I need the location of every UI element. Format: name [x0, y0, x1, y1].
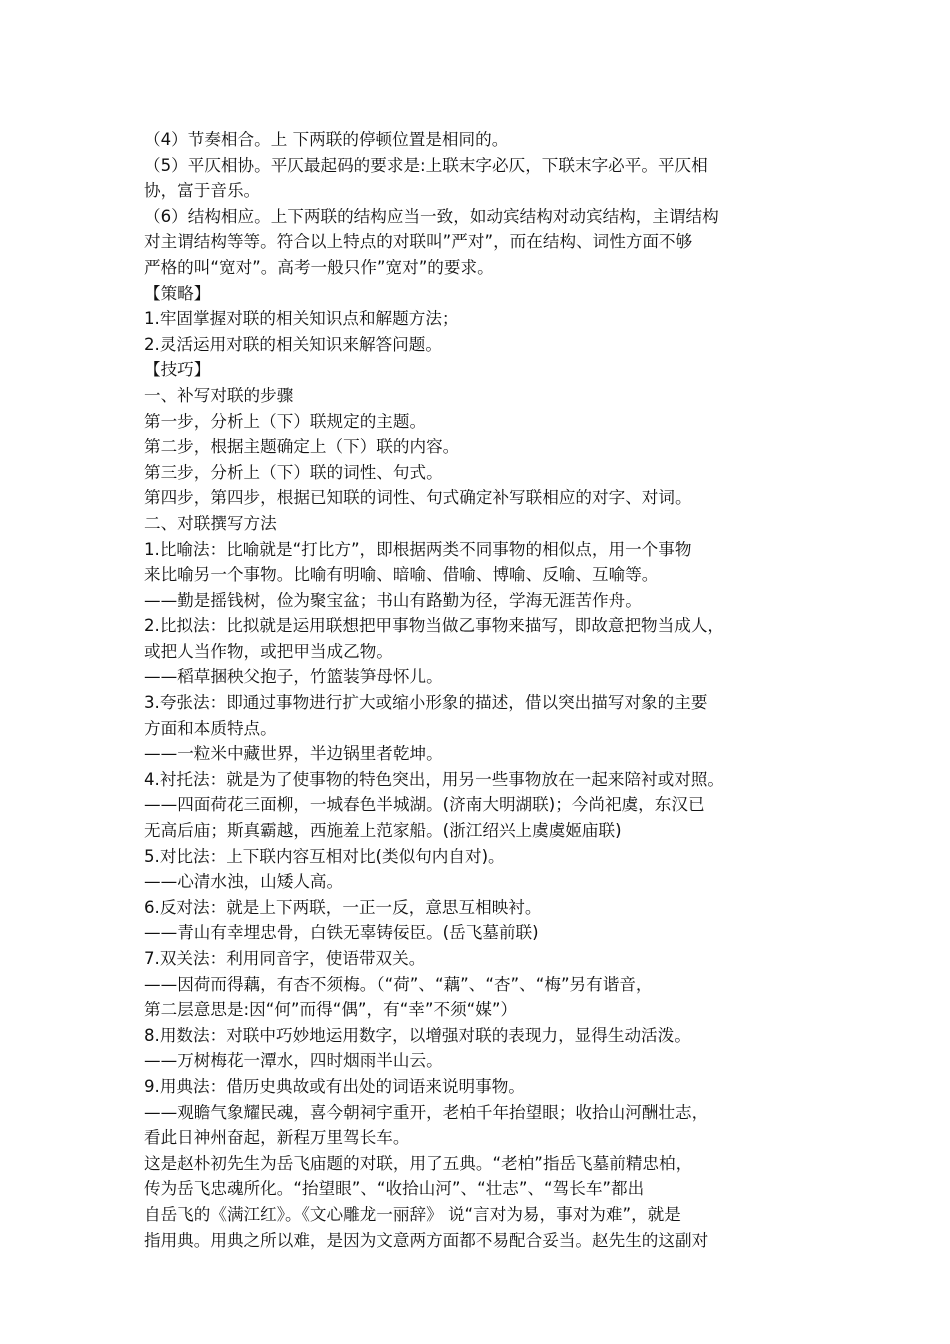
text-line: 第二步，根据主题确定上（下）联的内容。 — [144, 437, 460, 457]
example-line: ——观瞻气象耀民魂，喜今朝祠宇重开，老柏千年抬望眼；收拾山河酬壮志， — [144, 1102, 709, 1122]
subsection-heading: 二、对联撰写方法 — [144, 513, 277, 533]
text-line: 第四步，第四步，根据已知联的词性、句式确定补写联相应的对字、对词。 — [144, 488, 692, 508]
text-line: 看此日神州奋起，新程万里驾长车。 — [144, 1128, 410, 1148]
text-line: 2.比拟法：比拟就是运用联想把甲事物当做乙事物来描写，即故意把物当成人， — [144, 616, 725, 636]
text-line: 无高后庙；斯真霸越，西施羞上范家船。(浙江绍兴上虞虞姬庙联) — [144, 821, 622, 841]
text-line: 2.灵活运用对联的相关知识来解答问题。 — [144, 334, 442, 354]
section-heading-skills: 【技巧】 — [144, 360, 211, 380]
example-line: ——勤是摇钱树，俭为聚宝盆；书山有路勤为径，学海无涯苦作舟。 — [144, 590, 642, 610]
text-line: 这是赵朴初先生为岳飞庙题的对联，用了五典。“老柏”指岳飞墓前精忠柏， — [144, 1153, 693, 1173]
text-line: 来比喻另一个事物。比喻有明喻、暗喻、借喻、博喻、反喻、互喻等。 — [144, 565, 659, 585]
text-line: （4）节奏相合。上 下两联的停顿位置是相同的。 — [144, 130, 509, 149]
subsection-heading: 一、补写对联的步骤 — [144, 385, 294, 405]
text-line: 1.比喻法：比喻就是“打比方”，即根据两类不同事物的相似点，用一个事物 — [144, 539, 692, 559]
text-line: 第一步，分析上（下）联规定的主题。 — [144, 411, 427, 431]
text-line: 7.双关法：利用同音字，使语带双关。 — [144, 949, 426, 968]
example-line: ——四面荷花三面柳，一城春色半城湖。(济南大明湖联)；今尚祀虞，东汉已 — [144, 795, 705, 815]
example-line: ——因荷而得藕，有杏不须梅。（“荷”、“藕”、“杏”、“梅”另有谐音， — [144, 974, 653, 994]
section-heading-strategy: 【策略】 — [144, 283, 211, 303]
text-line: 6.反对法：就是上下两联，一正一反，意思互相映衬。 — [144, 897, 542, 917]
text-line: 第二层意思是:因“何”而得“偶”，有“幸”不须“媒”） — [144, 1000, 518, 1020]
text-line: 3.夸张法：即通过事物进行扩大或缩小形象的描述，借以突出描写对象的主要 — [144, 693, 708, 713]
text-line: 8.用数法：对联中巧妙地运用数字，以增强对联的表现力，显得生动活泼。 — [144, 1025, 691, 1045]
text-line: 对主谓结构等等。符合以上特点的对联叫”严对”，而在结构、词性方面不够 — [144, 232, 693, 252]
text-line: （6）结构相应。上下两联的结构应当一致，如动宾结构对动宾结构，主谓结构 — [144, 206, 719, 226]
text-line: 4.衬托法：就是为了使事物的特色突出，用另一些事物放在一起来陪衬或对照。 — [144, 769, 725, 789]
example-line: ——心清水浊，山矮人高。 — [144, 872, 344, 892]
text-line: 传为岳飞忠魂所化。“抬望眼”、“收拾山河”、“壮志”、“驾长车”都出 — [144, 1179, 645, 1199]
text-line: （5）平仄相协。平仄最起码的要求是:上联末字必仄，下联末字必平。平仄相 — [144, 155, 708, 175]
text-line: 协，富于音乐。 — [144, 181, 261, 201]
text-line: 9.用典法：借历史典故或有出处的词语来说明事物。 — [144, 1076, 525, 1096]
example-line: ——青山有幸埋忠骨，白铁无辜铸佞臣。(岳飞墓前联) — [144, 923, 539, 943]
text-line: 严格的叫“宽对”。高考一般只作”宽对”的要求。 — [144, 257, 494, 277]
text-line: 自岳飞的《满江红》。《文心雕龙一丽辞》 说“言对为易，事对为难”，就是 — [144, 1204, 681, 1224]
example-line: ——稻草捆秧父抱子，竹篮装笋母怀儿。 — [144, 667, 443, 687]
text-line: 5.对比法：上下联内容互相对比(类似句内自对)。 — [144, 846, 505, 866]
text-line: 或把人当作物，或把甲当成乙物。 — [144, 641, 393, 661]
document-page — [144, 127, 810, 1253]
example-line: ——一粒米中藏世界，半边锅里者乾坤。 — [144, 744, 443, 764]
text-line: 第三步，分析上（下）联的词性、句式。 — [144, 462, 443, 482]
example-line: ——万树梅花一潭水，四时烟雨半山云。 — [144, 1051, 443, 1071]
text-line: 方面和本质特点。 — [144, 718, 277, 738]
text-line: 1.牢固掌握对联的相关知识点和解题方法； — [144, 309, 459, 329]
text-line: 指用典。用典之所以难，是因为文意两方面都不易配合妥当。赵先生的这副对 — [144, 1230, 709, 1250]
